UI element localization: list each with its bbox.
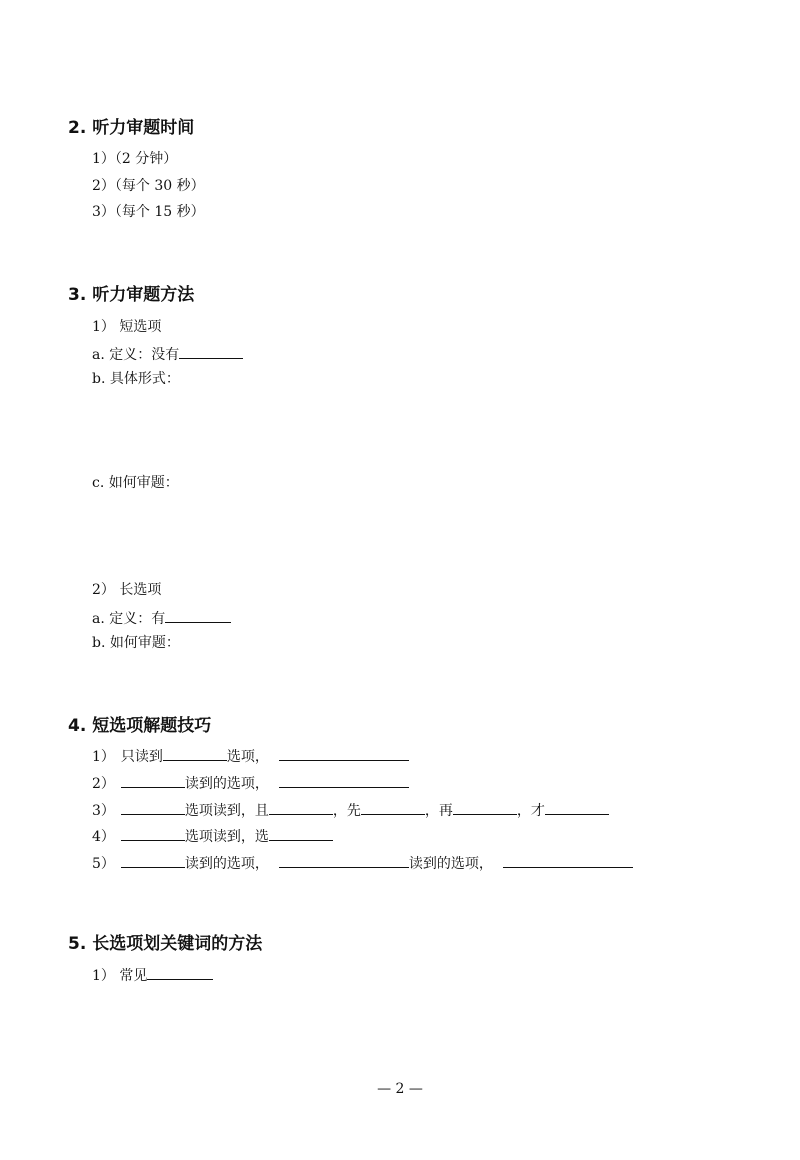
text-fragment: 读到的选项， — [408, 856, 493, 872]
section-3-title: 3. 听力审题方法 — [68, 285, 195, 305]
blank-line[interactable] — [279, 746, 409, 761]
section-4-line-1 — [92, 746, 409, 766]
section-4-line-5 — [92, 853, 633, 873]
text-fragment: 读到的选项， — [184, 776, 269, 792]
text-fragment: 选项， — [226, 749, 269, 765]
section-3-short-forms: b. 具体形式： — [92, 371, 180, 387]
section-3-long-definition — [92, 608, 231, 628]
section-3-short-definition — [92, 344, 243, 364]
blank-line[interactable] — [279, 853, 409, 868]
text-fragment: 读到的选项， — [184, 856, 269, 872]
blank-line[interactable] — [279, 773, 409, 788]
text-fragment: 1） 常见 — [92, 968, 148, 984]
blank-line[interactable] — [453, 800, 517, 815]
blank-line[interactable] — [121, 773, 185, 788]
line-number: 2） — [92, 776, 115, 792]
section-2-item-3: 3）（每个 15 秒） — [92, 204, 205, 220]
section-5-line-1 — [92, 965, 213, 985]
section-2-title: 2. 听力审题时间 — [68, 118, 195, 138]
blank-line[interactable] — [165, 608, 231, 623]
section-3-short-how: c. 如何审题： — [92, 475, 179, 491]
section-3-short-definition-label: a. 定义：没有 — [92, 347, 180, 363]
section-3-long-how: b. 如何审题： — [92, 635, 180, 651]
section-2-item-1: 1）（2 分钟） — [92, 151, 178, 167]
section-4-line-3 — [92, 800, 609, 820]
blank-line[interactable] — [121, 826, 185, 841]
line-number: 5） — [92, 856, 115, 872]
text-fragment: 选项读到，且 — [184, 803, 269, 819]
section-4-title: 4. 短选项解题技巧 — [68, 716, 212, 736]
blank-line[interactable] — [121, 853, 185, 868]
blank-line[interactable] — [179, 344, 243, 359]
section-3-long-definition-label: a. 定义：有 — [92, 611, 166, 627]
section-5-title: 5. 长选项划关键词的方法 — [68, 934, 263, 954]
text-fragment: 只读到 — [120, 749, 163, 765]
line-number: 3） — [92, 803, 115, 819]
blank-line[interactable] — [503, 853, 633, 868]
section-2-item-2: 2）（每个 30 秒） — [92, 178, 205, 194]
section-3-long-options-title: 2） 长选项 — [92, 582, 162, 598]
blank-line[interactable] — [163, 746, 227, 761]
text-fragment: ，先 — [332, 803, 361, 819]
section-4-line-2 — [92, 773, 409, 793]
blank-line[interactable] — [361, 800, 425, 815]
text-fragment: ，才 — [516, 803, 545, 819]
page-number: — 2 — — [377, 1081, 423, 1097]
text-fragment: 选项读到，选 — [184, 829, 269, 845]
blank-line[interactable] — [269, 800, 333, 815]
blank-line[interactable] — [545, 800, 609, 815]
blank-line[interactable] — [147, 965, 213, 980]
blank-line[interactable] — [269, 826, 333, 841]
line-number: 1） — [92, 749, 115, 765]
section-4-line-4 — [92, 826, 333, 846]
line-number: 4） — [92, 829, 115, 845]
text-fragment: ，再 — [424, 803, 453, 819]
blank-line[interactable] — [121, 800, 185, 815]
section-3-short-options-title: 1） 短选项 — [92, 319, 162, 335]
